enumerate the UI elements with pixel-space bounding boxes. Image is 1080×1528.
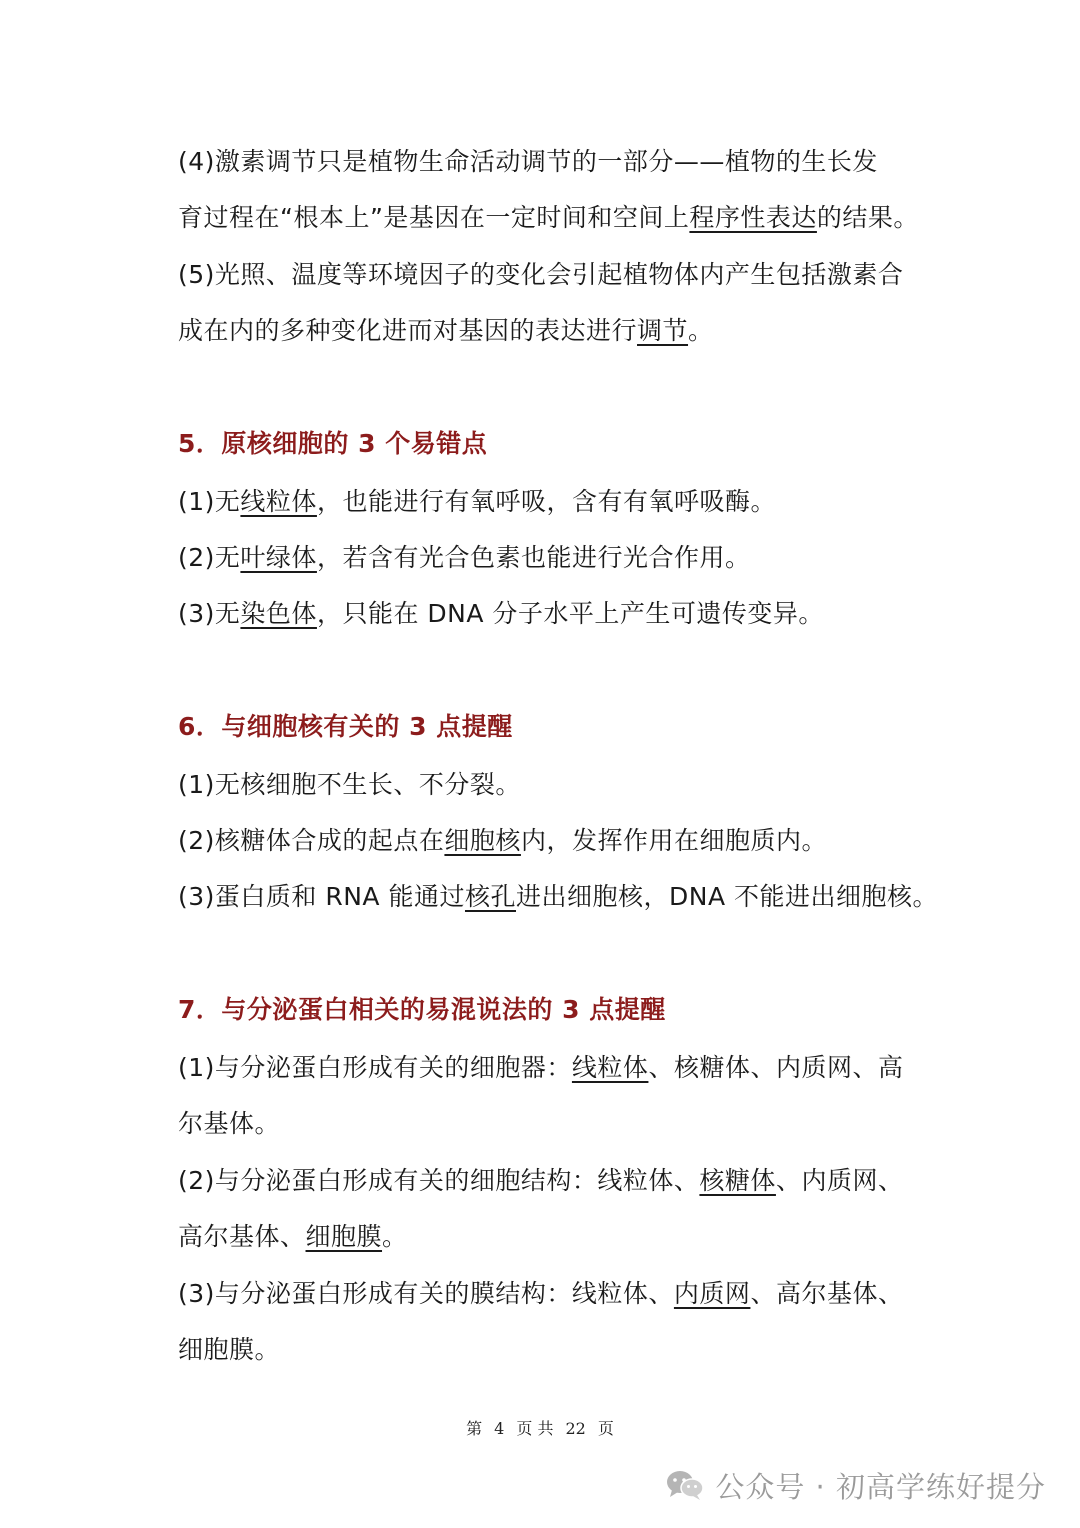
text-segment: (1)无 xyxy=(178,487,241,516)
underlined-keyword: 内质网 xyxy=(673,1279,751,1308)
text-segment: ，若含有光合色素也能进行光合作用。 xyxy=(316,543,751,572)
list-item-line xyxy=(178,258,903,292)
watermark xyxy=(665,1461,1046,1509)
text-segment: 、高尔基体、 xyxy=(750,1279,904,1308)
footer-suffix: 页 xyxy=(597,1419,614,1438)
underlined-keyword: 线粒体 xyxy=(571,1053,649,1082)
text-segment: (5)光照、温度等环境因子的变化会引起植物体内产生包括激素合 xyxy=(178,260,904,289)
list-item-line xyxy=(178,824,827,858)
text-segment: 尔基体。 xyxy=(178,1109,281,1138)
footer-page-number: 4 xyxy=(494,1419,505,1438)
underlined-keyword: 叶绿体 xyxy=(240,543,317,572)
list-item-line xyxy=(178,201,919,235)
list-item-line xyxy=(178,1107,280,1141)
text-segment: ，只能在 DNA 分子水平上产生可遗传变异。 xyxy=(316,599,824,628)
underlined-keyword: 程序性表达 xyxy=(689,203,817,232)
text-segment: ，也能进行有氧呼吸，含有有氧呼吸酶。 xyxy=(316,487,776,516)
text-segment: 内，发挥作用在细胞质内。 xyxy=(520,826,827,855)
text-segment: 育过程在“根本上”是基因在一定时间和空间上 xyxy=(178,203,690,232)
text-segment: 成在内的多种变化进而对基因的表达进行 xyxy=(178,316,638,345)
text-segment: 、核糖体、内质网、高 xyxy=(648,1053,904,1082)
underlined-keyword: 线粒体 xyxy=(240,487,317,516)
underlined-keyword: 调节 xyxy=(637,316,689,345)
footer-prefix: 第 xyxy=(466,1419,483,1438)
underlined-keyword: 核糖体 xyxy=(699,1166,776,1195)
text-segment: (4)激素调节只是植物生命活动调节的一部分——植物的生长发 xyxy=(178,147,878,176)
list-item-line xyxy=(178,597,824,631)
footer-middle: 页 共 xyxy=(516,1419,554,1438)
text-segment: (2)核糖体合成的起点在 xyxy=(178,826,445,855)
text-segment: 细胞膜。 xyxy=(178,1335,281,1364)
text-segment: (3)与分泌蛋白形成有关的膜结构：线粒体、 xyxy=(178,1279,674,1308)
list-item-line xyxy=(178,1220,408,1254)
underlined-keyword: 核孔 xyxy=(464,882,516,911)
text-segment: (1)与分泌蛋白形成有关的细胞器： xyxy=(178,1053,572,1082)
text-segment: (1)无核细胞不生长、不分裂。 xyxy=(178,770,521,799)
list-item-line xyxy=(178,1164,903,1198)
section-heading: 7．与分泌蛋白相关的易混说法的 3 点提醒 xyxy=(178,995,666,1024)
watermark-text: 公众号 · 初高学练好提分 xyxy=(715,1469,1046,1504)
wechat-icon xyxy=(665,1469,705,1501)
underlined-keyword: 细胞核 xyxy=(444,826,521,855)
text-segment: (2)无 xyxy=(178,543,241,572)
text-segment: 。 xyxy=(688,316,714,345)
underlined-keyword: 染色体 xyxy=(240,599,317,628)
text-segment: (2)与分泌蛋白形成有关的细胞结构：线粒体、 xyxy=(178,1166,700,1195)
underlined-keyword: 细胞膜 xyxy=(305,1222,383,1251)
page-footer xyxy=(0,1416,1080,1439)
text-segment: 进出细胞核，DNA 不能进出细胞核。 xyxy=(516,882,939,911)
text-segment: 的结果。 xyxy=(816,203,919,232)
list-item-line xyxy=(178,145,878,179)
text-segment: (3)蛋白质和 RNA 能通过 xyxy=(178,882,465,911)
text-segment: 、内质网、 xyxy=(775,1166,904,1195)
list-item-line xyxy=(178,768,521,802)
list-item-line xyxy=(178,485,776,519)
list-item-line xyxy=(178,541,750,575)
list-item-line xyxy=(178,314,714,348)
text-segment: 。 xyxy=(382,1222,408,1251)
list-item-line xyxy=(178,1051,903,1085)
section-heading: 5．原核细胞的 3 个易错点 xyxy=(178,429,488,458)
list-item-line xyxy=(178,1333,280,1367)
footer-total-pages: 22 xyxy=(565,1419,586,1438)
text-segment: 高尔基体、 xyxy=(178,1222,306,1251)
section-heading: 6．与细胞核有关的 3 点提醒 xyxy=(178,712,513,741)
list-item-line xyxy=(178,880,938,914)
list-item-line xyxy=(178,1277,903,1311)
text-segment: (3)无 xyxy=(178,599,241,628)
